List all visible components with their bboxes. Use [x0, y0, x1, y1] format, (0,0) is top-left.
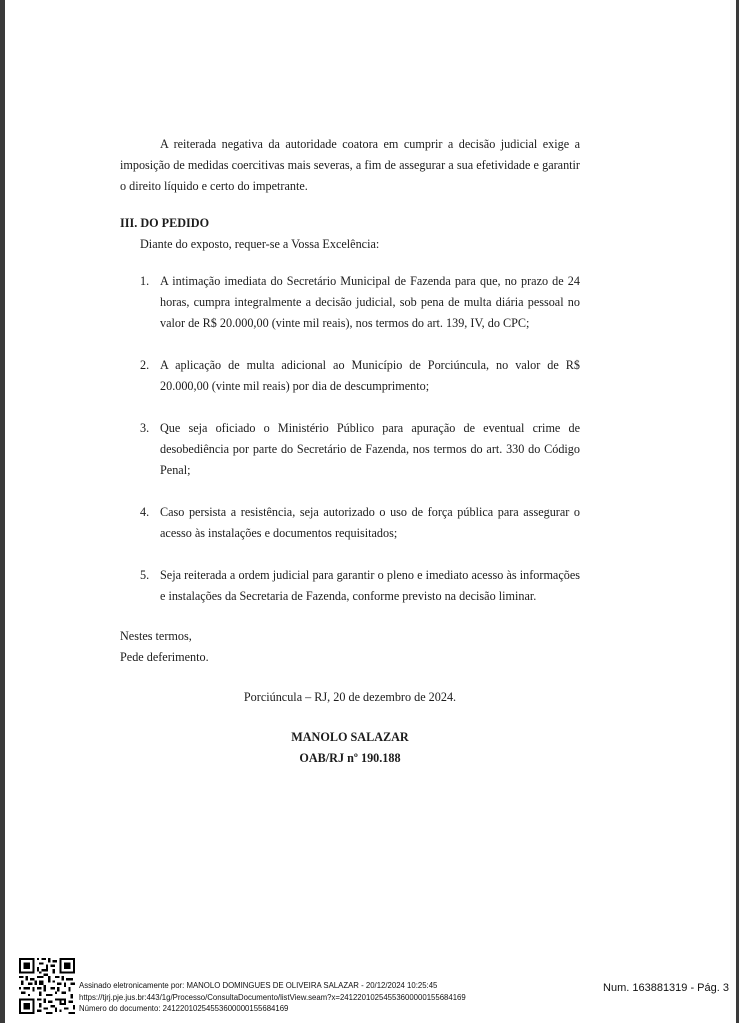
- signer-oab: OAB/RJ nº 190.188: [299, 751, 401, 765]
- document-url-link[interactable]: https://tjrj.pje.jus.br:443/1g/Processo/ConsultaDocumento/listView.seam?x=24122010254553600000155684169: [79, 992, 466, 1002]
- document-page: [120, 134, 580, 769]
- item-number: 1.: [140, 274, 150, 288]
- request-item: [120, 502, 580, 544]
- qr-code-icon[interactable]: [19, 958, 75, 1014]
- section-heading: III. DO PEDIDO: [120, 216, 210, 230]
- place-date: Porciúncula – RJ, 20 de dezembro de 2024.: [243, 690, 457, 704]
- signature-details: [79, 980, 466, 1015]
- signer-name: MANOLO SALAZAR: [291, 730, 409, 744]
- item-number: 4.: [140, 505, 150, 519]
- item-number: 3.: [140, 421, 150, 435]
- request-item: [120, 418, 580, 481]
- signature-footer: [19, 958, 731, 1016]
- request-list: [120, 271, 580, 607]
- request-intro: Diante do exposto, requer-se a Vossa Excelência:: [140, 237, 380, 251]
- item-text: Seja reiterada a ordem judicial para garantir o pleno e imediato acesso às informações e instalações da Secretaria de Fazenda, conforme previsto na decisão liminar.: [160, 568, 580, 603]
- request-item: [120, 565, 580, 607]
- closing-block: [120, 626, 580, 668]
- item-number: 5.: [140, 568, 150, 582]
- item-text: A intimação imediata do Secretário Municipal de Fazenda para que, no prazo de 24 horas, cumpra integralmente a decisão judicial, sob pena de multa diária pessoal no valor de R$ 20.000,00 (vinte mil reais), nos termos do art. 139, IV, do CPC;: [160, 274, 580, 330]
- item-text: Que seja oficiado o Ministério Público para apuração de eventual crime de desobediência por parte do Secretário de Fazenda, nos termos do art. 330 do Código Penal;: [160, 421, 580, 477]
- signed-by-line: Assinado eletronicamente por: MANOLO DOMINGUES DE OLIVEIRA SALAZAR - 20/12/2024 10:25:45: [79, 981, 438, 990]
- item-text: Caso persista a resistência, seja autorizado o uso de força pública para assegurar o acesso às instalações e documentos requisitados;: [160, 505, 580, 540]
- closing-line-1: Nestes termos,: [120, 629, 192, 643]
- document-number-line: Número do documento: 24122010254553600000155684169: [79, 1004, 289, 1013]
- item-number: 2.: [140, 358, 150, 372]
- paragraph-coercive-measures: A reiterada negativa da autoridade coatora em cumprir a decisão judicial exige a imposição de medidas coercitivas mais severas, a fim de assegurar a sua efetividade e garantir o direito líquido e certo do impetrante.: [120, 137, 580, 193]
- request-item: [120, 271, 580, 334]
- closing-line-2: Pede deferimento.: [120, 650, 209, 664]
- scan-edge-left: [0, 0, 5, 1023]
- item-text: A aplicação de multa adicional ao Município de Porciúncula, no valor de R$ 20.000,00 (vinte mil reais) por dia de descumprimento;: [160, 358, 580, 393]
- request-item: [120, 355, 580, 397]
- page-number: Num. 163881319 - Pág. 3: [603, 982, 729, 994]
